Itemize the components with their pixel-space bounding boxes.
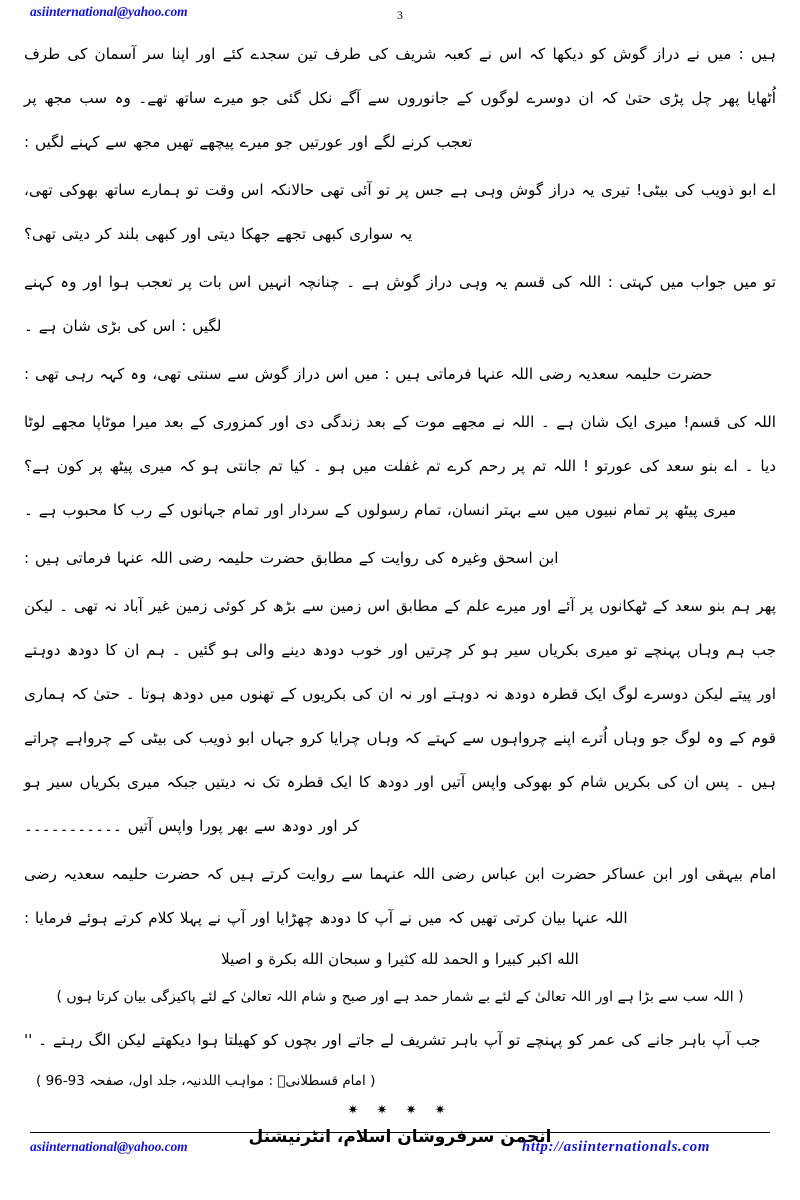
page-header <box>0 0 800 30</box>
body-paragraph-narration-halima: حضرت حلیمہ سعدیہ رضی اللہ عنہا فرماتی ہیں : میں اس دراز گوش سے سنتی تھی، وہ کہہ رہی تھی : <box>24 365 713 383</box>
arabic-invocation-translation: ( اللہ سب سے بڑا ہے اور اللہ تعالیٰ کے لئے بے شمار حمد ہے اور صبح و شام اللہ تعالیٰ کے لئے پاکیزگی بیان کرتا ہوں ) <box>56 989 744 1005</box>
footer-divider <box>30 1132 770 1133</box>
page-footer <box>0 1132 800 1176</box>
page-number: 3 <box>397 8 403 22</box>
body-paragraph-closing: جب آپ باہر جانے کی عمر کو پہنچے تو آپ باہر تشریف لے جاتے اور بچوں کو کھیلتا ہوا دیکھتے لیکن الگ رہتے ۔ '' <box>24 1031 761 1049</box>
arabic-invocation: الله اكبر كبيرا و الحمد لله كثيرا و سبحان الله بكرة و اصيلا <box>221 950 579 968</box>
organisation-name: انجمن سرفروشان اسلام، انٹرنیشنل <box>248 1127 552 1147</box>
ornament-divider-icon: ✷ ✷ ✷ ✷ <box>347 1103 453 1118</box>
source-citation: ( امام قسطلانیؒ : مواہب اللدنیہ، جلد اول، صفحہ 93-96 ) <box>36 1073 376 1089</box>
body-paragraph-ibn-abbas: امام بیہقی اور ابن عساکر حضرت ابن عباس رضی اللہ عنہما سے روایت کرتے ہیں کہ حضرت حلیمہ سعدیہ رضی اللہ عنہا بیان کرتی تھیں کہ میں نے آپ کا دودھ چھڑایا اور آپ نے پہلا کلام کرتے ہوئے فرمایا : <box>24 865 776 927</box>
body-paragraph: اے ابو ذویب کی بیٹی! تیری یہ دراز گوش وہی ہے جس پر تو آئی تھی حالانکہ اس وقت تو ہمارے ساتھ بھوکی تھی، یہ سواری کبھی تجھے جھکا دیتی اور کبھی بلند کر دیتی تھی؟ <box>24 181 776 243</box>
header-email-link[interactable]: asiinternational@yahoo.com <box>30 4 188 19</box>
body-paragraph-ibn-ishaq: ابن اسحق وغیرہ کی روایت کے مطابق حضرت حلیمہ رضی اللہ عنہا فرماتی ہیں : <box>24 549 559 567</box>
body-paragraph: تو میں جواب میں کہتی : اللہ کی قسم یہ وہی دراز گوش ہے ۔ چنانچہ انہیں اس بات پر تعجب ہوا اور وہ کہنے لگیں : اس کی بڑی شان ہے ۔ <box>24 273 776 335</box>
footer-row <box>30 1139 770 1156</box>
footer-email-link[interactable]: asiinternational@yahoo.com <box>30 1139 188 1154</box>
body-paragraph: پھر ہم بنو سعد کے ٹھکانوں پر آئے اور میرے علم کے مطابق اس زمین سے بڑھ کر کوئی زمین غیر آباد نہ تھی ۔ لیکن جب ہم وہاں پہنچے تو میری بکریاں سیر ہو کر چرتیں اور خوب دودھ دینے والی ہو گئیں ۔ ہم ان کا دودھ دوہتے اور پیتے لیکن دوسرے لوگ ایک قطرہ دودھ نہ دوہتے اور نہ ان کی بکریوں کے تھنوں میں دودھ ہوتا ۔ حتیٰ کہ ہماری قوم کے وہ لوگ جو وہاں اُترے اپنے چرواہوں سے کہتے کہ وہاں چرایا کرو جہاں ابو ذویب کی بیٹی کے چرواہے چراتے ہیں ۔ پس ان کی بکریں شام کو بھوکی واپس آتیں اور دودھ کا ایک قطرہ تک نہ دیتیں جبکہ میری بکریاں سیر ہو کر اور دودھ سے بھر پورا واپس آتیں ۔۔۔۔۔۔۔۔۔۔۔ <box>24 597 776 835</box>
body-paragraph: ہیں : میں نے دراز گوش کو دیکھا کہ اس نے کعبہ شریف کی طرف تین سجدے کئے اور اپنا سر آسمان کی طرف اُٹھایا پھر چل پڑی حتیٰ کہ ان دوسرے لوگوں کے جانوروں سے آگے نکل گئی جو میرے ساتھ تھے۔ وہ سب مجھ پر تعجب کرنے لگے اور عورتیں جو میرے پیچھے تھیں مجھ سے کہنے لگیں : <box>24 45 776 151</box>
body-paragraph: اللہ کی قسم! میری ایک شان ہے ۔ اللہ نے مجھے موت کے بعد زندگی دی اور کمزوری کے بعد میرا موٹاپا مجھے لوٹا دیا ۔ اے بنو سعد کی عورتو ! اللہ تم پر رحم کرے تم غفلت میں ہو ۔ کیا تم جانتی ہو کہ میری پیٹھ پر کون ہے؟ میری پیٹھ پر تمام نبیوں میں سے بہتر انسان، تمام رسولوں کے سردار اور تمام جہانوں کے رب کا محبوب ہے ۔ <box>24 413 776 519</box>
footer-website-link[interactable]: http://asiinternationals.com <box>521 1139 710 1155</box>
